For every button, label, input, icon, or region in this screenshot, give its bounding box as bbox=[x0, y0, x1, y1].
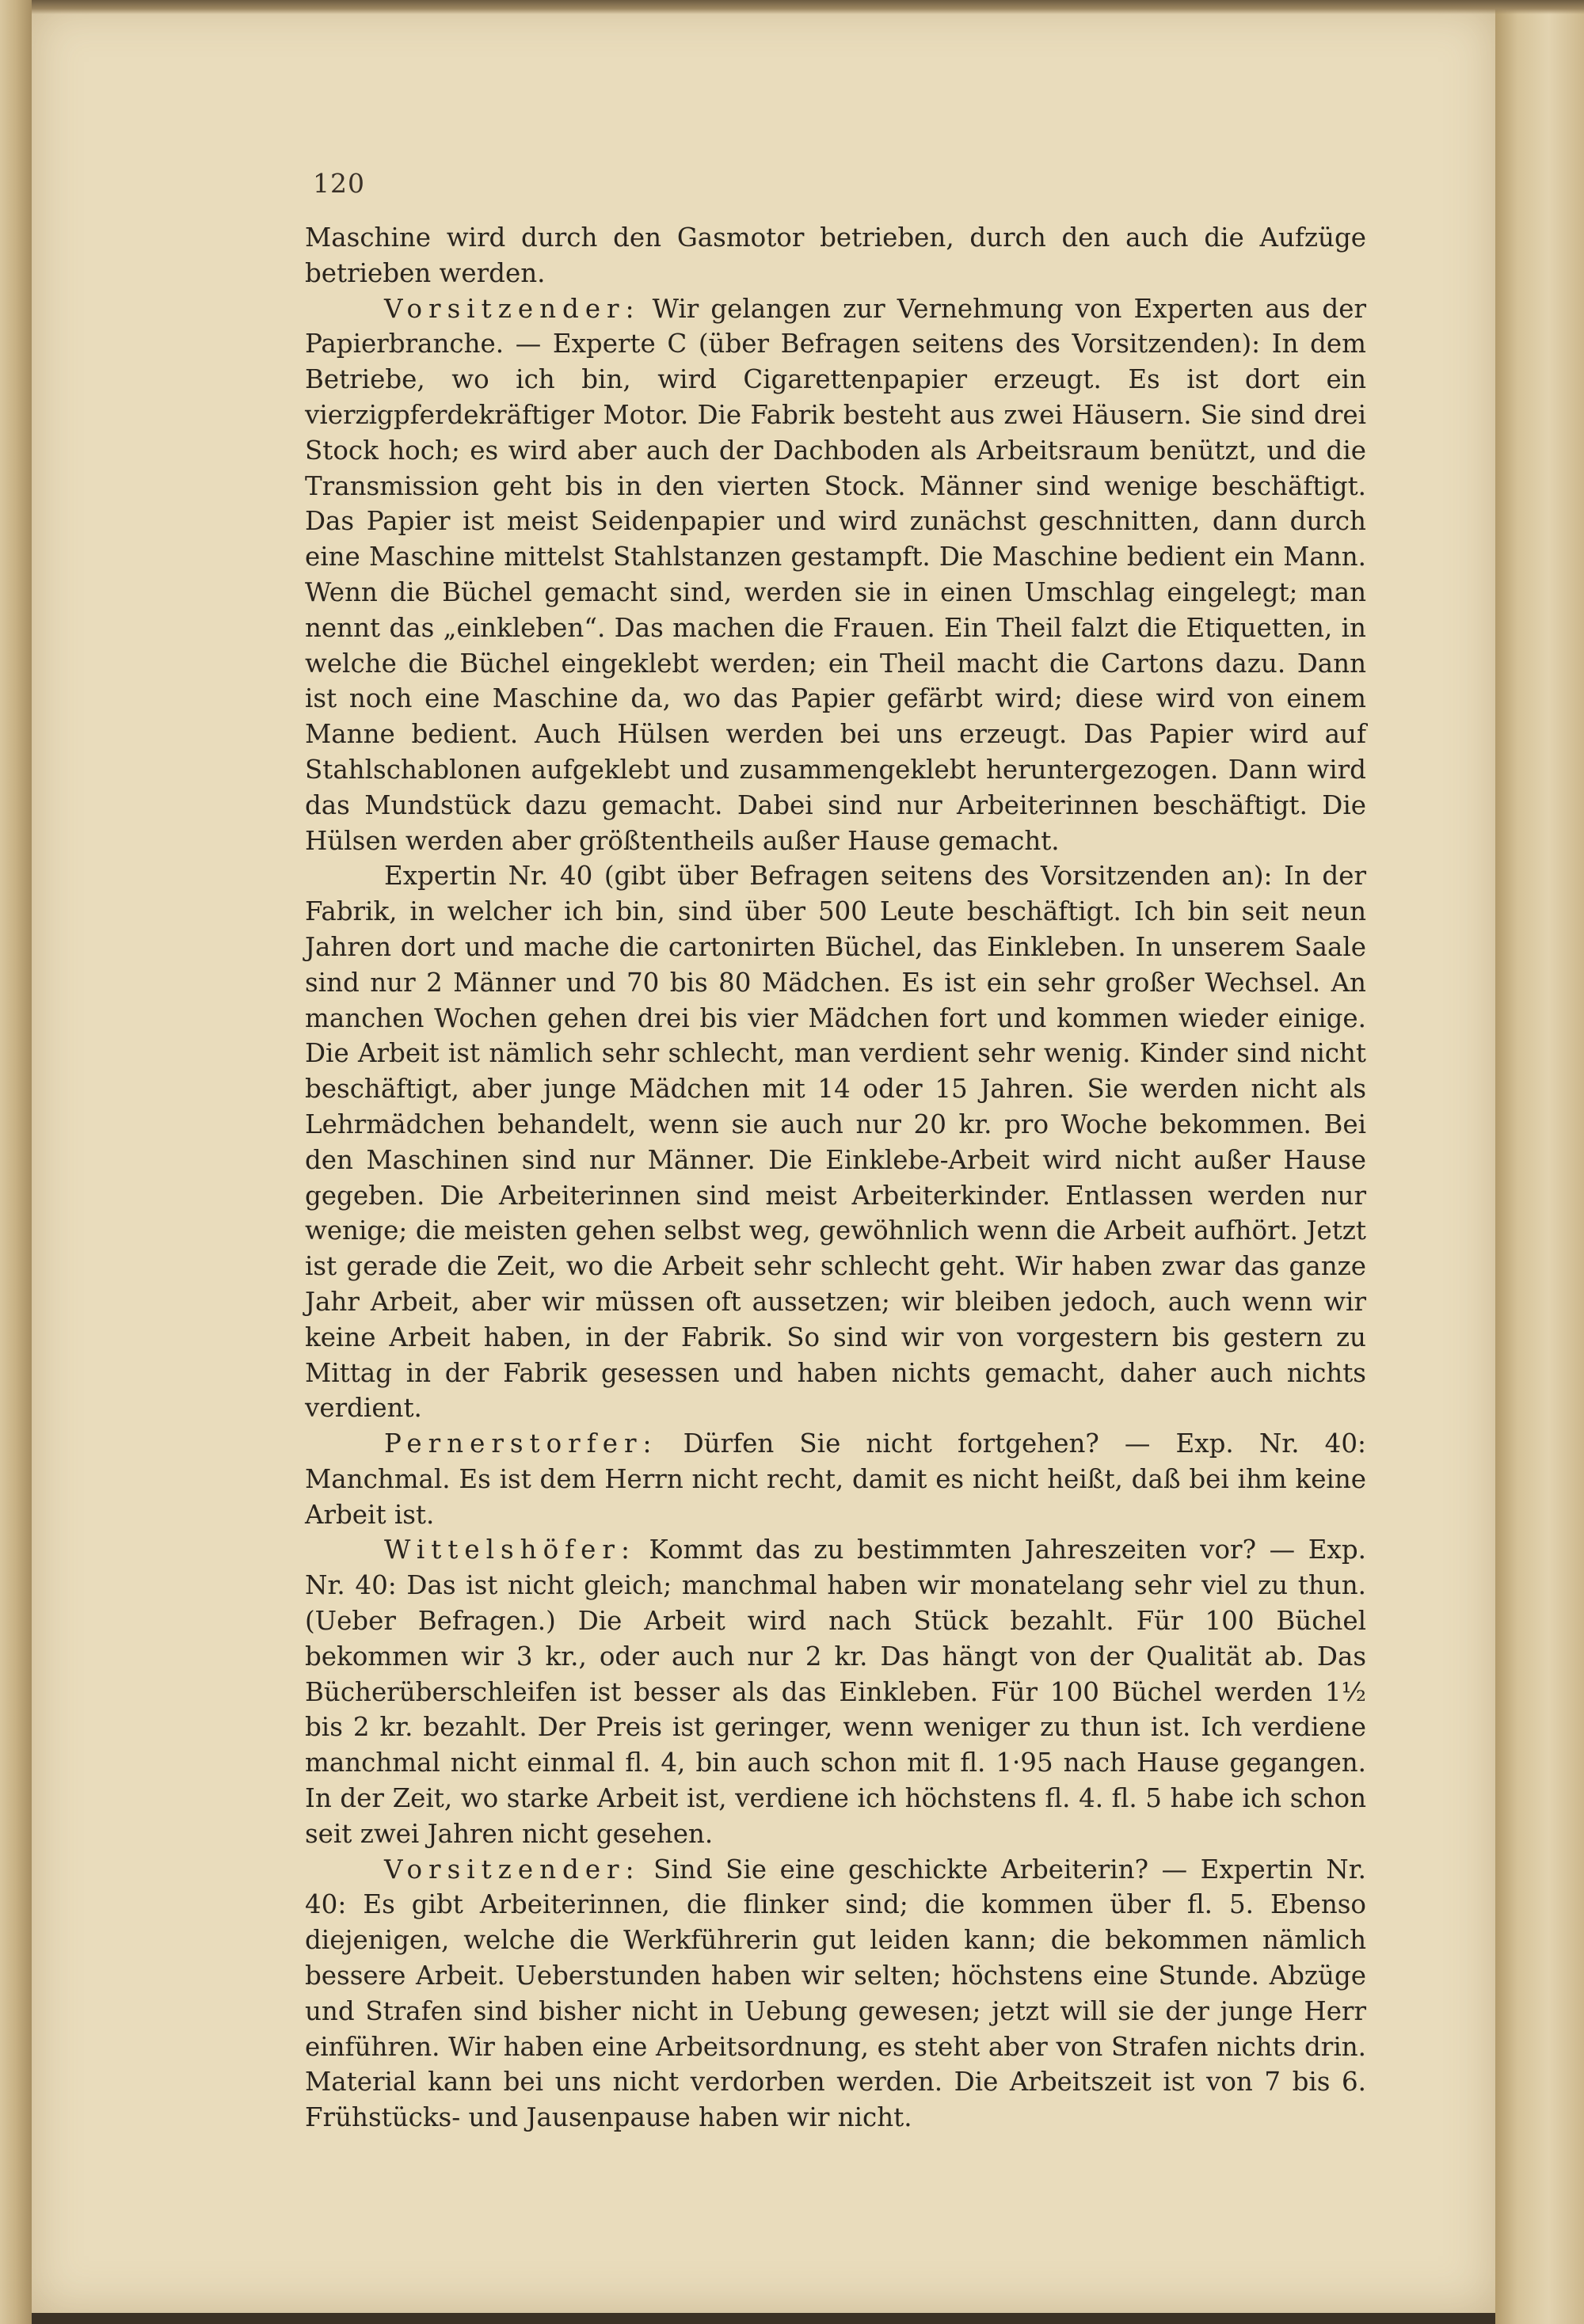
speaker-name: Pernerstorfer: bbox=[384, 1428, 658, 1459]
paragraph-text: Wir gelangen zur Vernehmung von Experten aus der Papierbranche. — Experte C (über Befragen seitens des Vorsitzenden): In dem Betriebe, wo ich bin, wird Cigarettenpapier erzeugt. Es ist dort ein vierzigpferdekräftiger Motor. Die Fabrik besteht aus zwei Häusern. Sie sind drei Stock hoch; es wird aber auch der Dachboden als Arbeitsraum benützt, und die Transmission geht bis in den vierten Stock. Männer sind wenige beschäftigt. Das Papier ist meist Seidenpapier und wird zunächst geschnitten, dann durch eine Maschine mittelst Stahlstanzen gestampft. Die Maschine bedient ein Mann. Wenn die Büchel gemacht sind, werden sie in einen Umschlag eingelegt; man nennt das „einkleben“. Das machen die Frauen. Ein Theil falzt die Etiquetten, in welche die Büchel eingeklebt werden; ein Theil macht die Cartons dazu. Dann ist noch eine Maschine da, wo das Papier gefärbt wird; diese wird von einem Manne bedient. Auch Hülsen werden bei uns erzeugt. Das Papier wird auf Stahlschablonen aufgeklebt und zusammengeklebt heruntergezogen. Dann wird das Mundstück dazu gemacht. Dabei sind nur Arbeiterinnen beschäftigt. Die Hülsen werden aber größtentheils außer Hause gemacht. bbox=[305, 293, 1366, 856]
paragraph-1 bbox=[305, 220, 1366, 291]
book-gutter bbox=[1495, 0, 1584, 2324]
paragraph-text: Expertin Nr. 40 (gibt über Befragen seitens des Vorsitzenden an): In der Fabrik, in welcher ich bin, sind über 500 Leute beschäftigt. Ich bin seit neun Jahren dort und mache die cartonirten Büchel, das Einkleben. In unserem Saale sind nur 2 Männer und 70 bis 80 Mädchen. Es ist ein sehr großer Wechsel. An manchen Wochen gehen drei bis vier Mädchen fort und kommen wieder einige. Die Arbeit ist nämlich sehr schlecht, man verdient sehr wenig. Kinder sind nicht beschäftigt, aber junge Mädchen mit 14 oder 15 Jahren. Sie werden nicht als Lehrmädchen behandelt, wenn sie auch nur 20 kr. pro Woche bekommen. Bei den Maschinen sind nur Männer. Die Einklebe-Arbeit wird nicht außer Hause gegeben. Die Arbeiterinnen sind meist Arbeiterkinder. Entlassen werden nur wenige; die meisten gehen selbst weg, gewöhnlich wenn die Arbeit aufhört. Jetzt ist gerade die Zeit, wo die Arbeit sehr schlecht geht. Wir haben zwar das ganze Jahr Arbeit, aber wir müssen oft aussetzen; wir bleiben jedoch, auch wenn wir keine Arbeit haben, in der Fabrik. So sind wir von vorgestern bis gestern zu Mittag in der Fabrik gesessen und haben nichts gemacht, daher auch nichts verdient. bbox=[305, 861, 1366, 1424]
page-number: 120 bbox=[313, 168, 365, 199]
page-top-edge bbox=[32, 0, 1584, 14]
paragraph-text: Sind Sie eine geschickte Arbeiterin? — Expertin Nr. 40: Es gibt Arbeiterinnen, die flinker sind; die kommen über fl. 5. Ebenso diejenigen, welche die Werkführerin gut leiden kann; die bekommen nämlich bessere Arbeit. Ueberstunden haben wir selten; höchstens eine Stunde. Abzüge und Strafen sind bisher nicht in Uebung gewesen; jetzt will sie der junge Herr einführen. Wir haben eine Arbeitsordnung, es steht aber von Strafen nichts drin. Material kann bei uns nicht verdorben werden. Die Arbeitszeit ist von 7 bis 6. Frühstücks- und Jausenpause haben wir nicht. bbox=[305, 1854, 1366, 2133]
speaker-name: Wittelshöfer: bbox=[384, 1535, 636, 1565]
speaker-name: Vorsitzender: bbox=[384, 293, 641, 324]
paragraph-text: Maschine wird durch den Gasmotor betrieben, durch den auch die Aufzüge betrieben werden. bbox=[305, 223, 1366, 288]
paragraph-text: Dürfen Sie nicht fortgehen? — Exp. Nr. 40: Manchmal. Es ist dem Herrn nicht recht, damit es nicht heißt, daß bei ihm keine Arbeit ist. bbox=[305, 1428, 1366, 1530]
body-text bbox=[305, 220, 1366, 2136]
paragraph-5 bbox=[305, 1532, 1366, 1851]
paragraph-4 bbox=[305, 1426, 1366, 1532]
paragraph-2 bbox=[305, 291, 1366, 859]
speaker-name: Vorsitzender: bbox=[384, 1854, 641, 1885]
paragraph-3 bbox=[305, 858, 1366, 1426]
paragraph-text: Kommt das zu bestimmten Jahreszeiten vor? — Exp. Nr. 40: Das ist nicht gleich; manchmal haben wir monatelang sehr viel zu thun. (Ueber Befragen.) Die Arbeit wird nach Stück bezahlt. Für 100 Büchel bekommen wir 3 kr., oder auch nur 2 kr. Das hängt von der Qualität ab. Das Bücherüberschleifen ist besser als das Einkleben. Für 100 Büchel werden 1½ bis 2 kr. bezahlt. Der Preis ist geringer, wenn weniger zu thun ist. Ich verdiene manchmal nicht einmal fl. 4, bin auch schon mit fl. 1·95 nach Hause gegangen. In der Zeit, wo starke Arbeit ist, verdiene ich höchstens fl. 4. fl. 5 habe ich schon seit zwei Jahren nicht gesehen. bbox=[305, 1535, 1366, 1849]
left-page-edges bbox=[0, 0, 32, 2324]
paragraph-6 bbox=[305, 1852, 1366, 2136]
